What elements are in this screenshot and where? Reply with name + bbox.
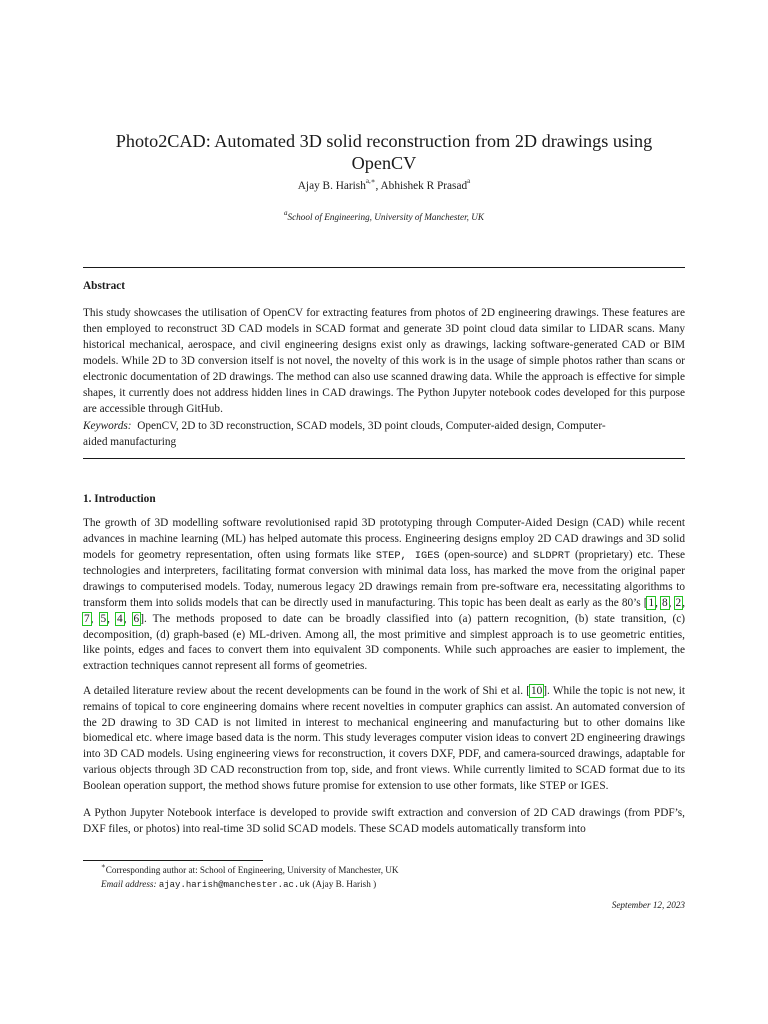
- affiliation: [83, 208, 685, 223]
- abstract-bottom-rule: [83, 458, 685, 459]
- intro-paragraph-1: The growth of 3D modelling software revolutionised rapid 3D prototyping through Computer-Aided Design (CAD) while recent advances in machine learning (ML) has helped automate this process. Engineering designs employ 2D CAD drawings and 3D solid models for geometry representation, often using formats like STEP, IGES (open-source) and SLDPRT (proprietary) etc. These technologies and interpreters, facilitating format conversion with minimal data loss, has marked the move from the original paper drawings to computerised models. Today, numerous legacy 2D drawings remain from pre-software era, necessitating algorithms to transform them into solids models that can be directly used in manufacturing. This topic has been dealt as early as the 80’s [1, 8, 2, 7, 5, 4, 6]. The methods proposed to date can be broadly classified into (a) pattern recognition, (b) state transition, (c) decomposition, (d) graph-based (e) ML-driven. Among all, the most primitive and simplest approach is to use geometric entities, like points, edges and faces to convert them into equivalent 3D components. While such approaches are easier to implement, the extraction techniques cannot represent all forms of geometries.: [83, 517, 686, 673]
- citation-link[interactable]: 4: [117, 612, 123, 625]
- footnote-rule: [83, 860, 263, 861]
- citation-link[interactable]: 7: [84, 612, 90, 625]
- citation-link[interactable]: 2: [675, 596, 682, 609]
- preprint-date: September 12, 2023: [611, 900, 685, 910]
- email-link[interactable]: ajay.harish@manchester.ac.uk: [158, 880, 311, 890]
- email-label: Email address:: [101, 879, 157, 889]
- citation-link[interactable]: 6: [133, 612, 140, 625]
- abstract-heading: Abstract: [83, 280, 126, 292]
- inline-code: STEP, IGES: [375, 549, 440, 562]
- inline-code: SLDPRT: [533, 549, 571, 562]
- author-affiliation-mark: a,∗: [365, 177, 376, 186]
- citation-link[interactable]: 5: [100, 612, 107, 625]
- keywords-label: Keywords:: [83, 420, 132, 432]
- author-separator: ,: [375, 180, 381, 192]
- affiliation-mark: a: [284, 208, 288, 217]
- author-name: Ajay B. Harish: [297, 180, 366, 192]
- paper-title: Photo2CAD: Automated 3D solid reconstruction from 2D drawings using OpenCV: [115, 131, 653, 173]
- intro-paragraph-2: A detailed literature review about the recent developments can be found in the work of Shi et al. [10]. While the topic is not new, it remains of topical to core engineering domains where recent novelties in computer graphics can assist. An automated conversion of the 2D drawing to 3D CAD is not limited in interest to mechanical engineering and manufacturing but to other domains like biomedical etc. where image based data is the norm. This study leverages computer vision ideas to convert 2D engineering drawings into 3D CAD models. Using engineering views for reconstruction, it covers DXF, PDF, and camera-sourced drawings, adaptable for various objects through 3D CAD reconstruction from top, side, and front views. While currently limited to SCAD format due to its Boolean operation support, the method shows future promise for extension to use other formats, like STEP or IGES.: [83, 685, 685, 792]
- footnote-corresponding: ∗Corresponding author at: School of Engineering, University of Manchester, UK: [101, 861, 399, 875]
- abstract-top-rule: [83, 267, 685, 268]
- affiliation-text: School of Engineering, University of Manchester, UK: [287, 212, 484, 222]
- abstract-text: This study showcases the utilisation of OpenCV for extracting features from photos of 2D engineering drawings. These features are then employed to reconstruct 3D CAD models in SCAD format and generate 3D point cloud data similar to LIDAR scans. Many historical mechanical, aerospace, and civil engineering designs exist only as drawings, lacking software-generated CAD or BIM models. While 2D to 3D conversion itself is not novel, the novelty of this work is in the usage of simple photos rather than scans or electronic documentation of 2D drawings. The method can also use scanned drawing data. While the approach is effective for simple shapes, it currently does not address hidden lines in CAD drawings. The Python Jupyter notebook codes developed for this purpose are accessible through GitHub.: [83, 307, 685, 415]
- intro-paragraph-3: A Python Jupyter Notebook interface is developed to provide swift extraction and conversion of 2D CAD drawings (from PDF’s, DXF files, or photos) into real-time 3D solid SCAD models. These SCAD models automatically transform into: [83, 807, 685, 835]
- citation-link[interactable]: 8: [662, 596, 668, 609]
- citation-link[interactable]: 1: [648, 596, 655, 609]
- author-affiliation-mark: a: [467, 177, 471, 186]
- keywords: [83, 418, 628, 450]
- footnote-mark: ∗: [101, 861, 106, 870]
- section-heading-introduction: 1. Introduction: [83, 493, 156, 505]
- footnote-email: Email address: ajay.harish@manchester.ac.uk (Ajay B. Harish ): [101, 879, 377, 890]
- author-name: Abhishek R Prasad: [380, 180, 468, 192]
- citation-link[interactable]: 10: [530, 685, 543, 697]
- author-list: [83, 179, 685, 194]
- keywords-list: OpenCV, 2D to 3D reconstruction, SCAD models, 3D point clouds, Computer-aided design, Computer-aided manufacturing: [83, 420, 606, 448]
